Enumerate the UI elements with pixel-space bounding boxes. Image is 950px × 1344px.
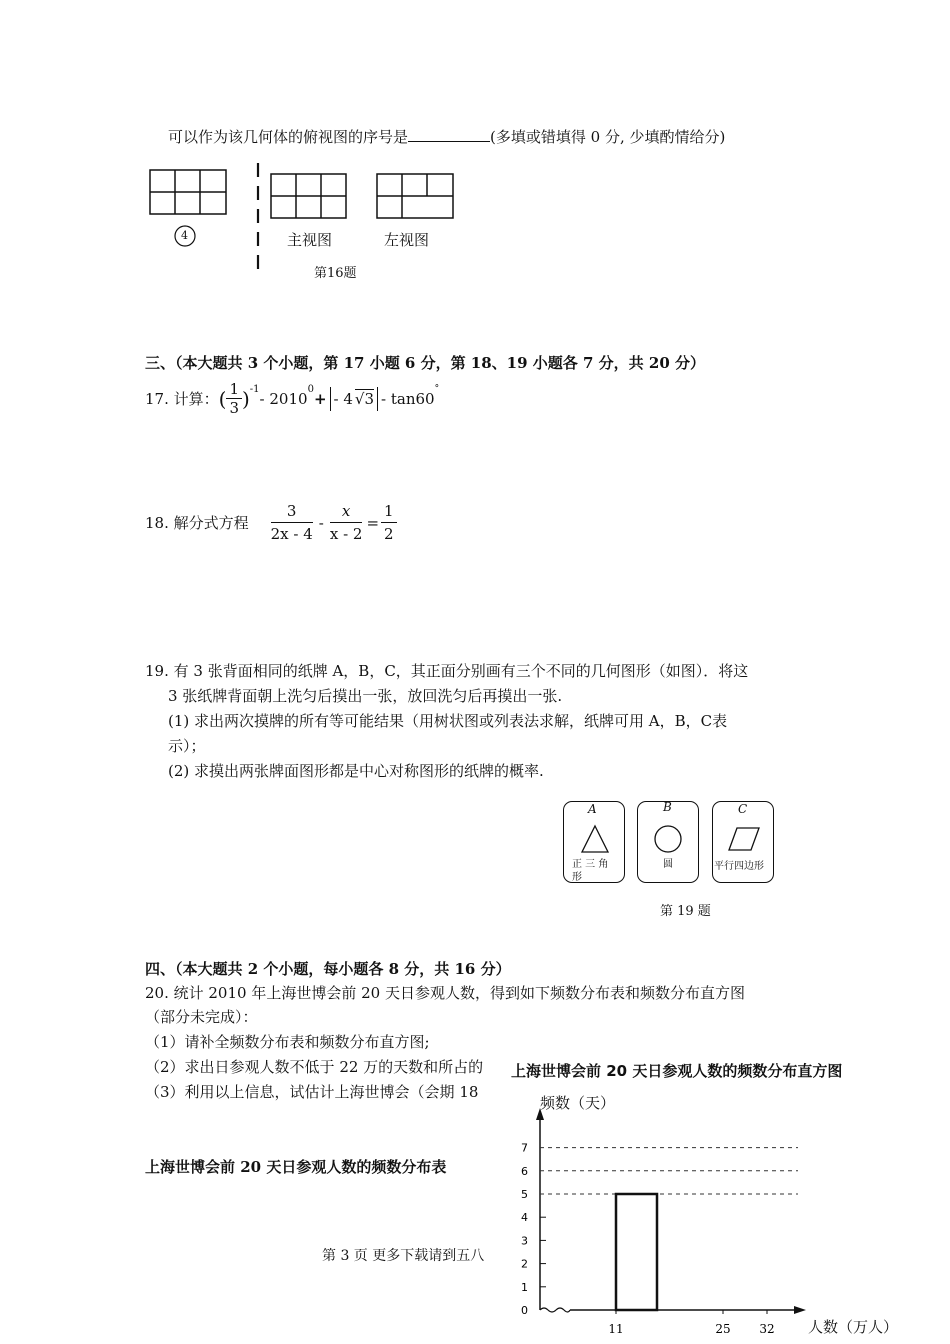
- q20-line3: （1）请补全频数分布表和频数分布直方图;: [145, 1033, 430, 1051]
- q17-paren: (: [218, 386, 227, 411]
- q17-fraction: $\frac{1}{3}$: [226, 380, 242, 417]
- q19-caption: 第 19 题: [660, 904, 711, 919]
- y-tick-label: 4: [521, 1211, 528, 1225]
- histogram-bar: [616, 1194, 657, 1310]
- x-tick-label: 11: [608, 1322, 624, 1336]
- y-tick-label: 3: [521, 1234, 528, 1248]
- q19-line5: (2) 求摸出两张牌面图形都是中心对称图形的纸牌的概率.: [168, 762, 544, 780]
- q20-line4: （2）求出日参观人数不低于 22 万的天数和所占的: [145, 1058, 484, 1076]
- q18-label: 18. 解分式方程: [145, 514, 249, 532]
- q17-label: 17. 计算：: [145, 390, 219, 408]
- chart-xlabel: 人数（万人）: [808, 1318, 899, 1336]
- x-axis-arrow: [794, 1306, 806, 1314]
- front-view-label: 主视图: [287, 231, 333, 249]
- table-title: 上海世博会前 20 天日参观人数的频数分布表: [145, 1158, 447, 1176]
- q17-abs: - 4 √3: [330, 387, 379, 411]
- y-tick-label: 2: [521, 1257, 528, 1271]
- q18-frac1: $\frac{3}{2x - 4}$: [270, 502, 313, 543]
- x-tick-label: 25: [715, 1322, 731, 1336]
- q19-line2: 3 张纸牌背面朝上洗匀后摸出一张，放回洗匀后再摸出一张.: [168, 687, 563, 705]
- card-c: C 平行四边形: [712, 801, 774, 883]
- x-tick-label: 32: [759, 1322, 775, 1336]
- option-4-label: 4: [181, 229, 188, 242]
- q19-line1: 19. 有 3 张背面相同的纸牌 A，B，C，其正面分别画有三个不同的几何图形（如图）．将这: [145, 662, 749, 680]
- q18: 18. 解分式方程 $\frac{3}{2x - 4}$ - $\frac{x}{x - 2}$ = $\frac{1}{2}$: [145, 500, 397, 545]
- q20-line1: 20. 统计 2010 年上海世博会前 20 天日参观人数，得到如下频数分布表和频数分布直方图: [145, 984, 745, 1002]
- q16-prompt: 可以作为该几何体的俯视图的序号是 (多填或错填得 0 分, 少填酌情给分): [168, 128, 726, 146]
- q18-frac2: $\frac{x}{x - 2}$: [329, 502, 363, 543]
- y-tick-label: 6: [521, 1164, 528, 1178]
- y-axis-arrow: [536, 1108, 544, 1120]
- axis-break-mark: [540, 1308, 570, 1312]
- q19-line3: (1) 求出两次摸牌的所有等可能结果（用树状图或列表法求解，纸牌可用 A，B，C表: [168, 712, 728, 730]
- left-view-label: 左视图: [384, 231, 430, 249]
- q17: 17. 计算： ( $\frac{1}{3}$ ) $^{-1}$ - 2010 $^0$ + - 4 √3 - tan60 °: [145, 380, 440, 417]
- q18-frac3: $\frac{1}{2}$: [381, 500, 397, 545]
- y-tick-label: 0: [521, 1304, 528, 1317]
- page-footer: 第 3 页 更多下载请到五八: [322, 1248, 485, 1264]
- q19-line4: 示）；: [168, 737, 206, 755]
- card-b: B 圆: [637, 801, 699, 883]
- card-a: A 正 三 角 形: [563, 801, 625, 883]
- y-tick-label: 5: [521, 1188, 528, 1201]
- section3-heading: 三、（本大题共 3 个小题，第 17 小题 6 分，第 18、19 小题各 7 分，共 20 分）: [145, 354, 705, 372]
- q20-line5: （3）利用以上信息，试估计上海世博会（会期 18: [145, 1083, 479, 1101]
- section4-heading: 四、（本大题共 2 个小题，每小题各 8 分，共 16 分）: [145, 960, 511, 978]
- q16-caption: 第16题: [314, 266, 357, 281]
- y-tick-label: 1: [521, 1280, 528, 1294]
- chart-title: 上海世博会前 20 天日参观人数的频数分布直方图: [508, 1058, 845, 1083]
- chart-ylabel: 频数（天）: [540, 1094, 616, 1112]
- q20-line2: （部分未完成）：: [145, 1008, 258, 1026]
- y-tick-label: 7: [521, 1141, 528, 1155]
